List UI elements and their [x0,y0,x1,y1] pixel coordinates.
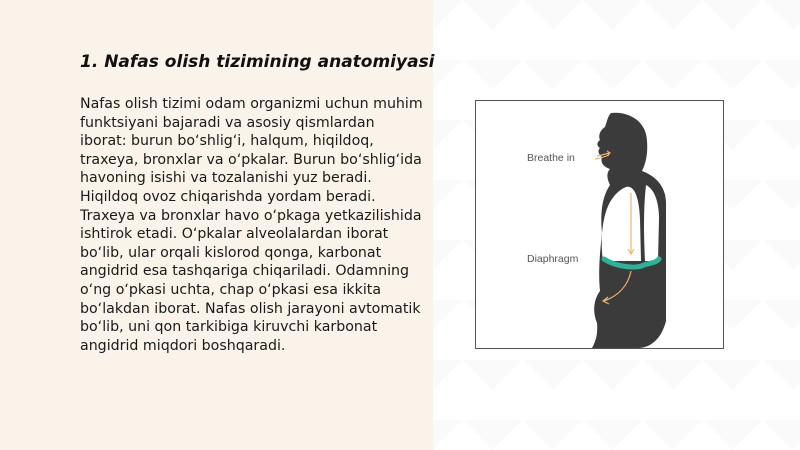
slide-body-text: Nafas olish tizimi odam organizmi uchun muhim funktsiyani bajaradi va asosiy qismlardan iborat: burun bo‘shlig‘i, halqum, hiqildoq, traxeya, bronxlar va o‘pkalar. Burun bo‘shlig‘ida havoning isishi va tozalanishi yuz beradi. Hiqildoq ovoz chiqarishda yordam beradi. Traxeya va bronxlar havo o‘pkaga yetkazilishida ishtirok etadi. O‘pkalar alveolalardan iborat bo‘lib, ular orqali kislorod qonga, karbonat angidrid esa tashqariga chiqariladi. Odamning o‘ng o‘pkasi uchta, chap o‘pkasi esa ikkita bo‘lakdan iborat. Nafas olish jarayoni avtomatik bo‘lib, uni qon tarkibiga kiruvchi karbonat angidrid miqdori boshqaradi. [80,96,423,354]
breathe-in-label: Breathe in [527,152,575,164]
diaphragm-label: Diaphragm [527,253,579,265]
slide-title: 1. Nafas olish tizimining anatomiyasi [80,52,435,72]
breathing-diagram [475,100,724,349]
breathing-diagram-svg [476,101,723,348]
